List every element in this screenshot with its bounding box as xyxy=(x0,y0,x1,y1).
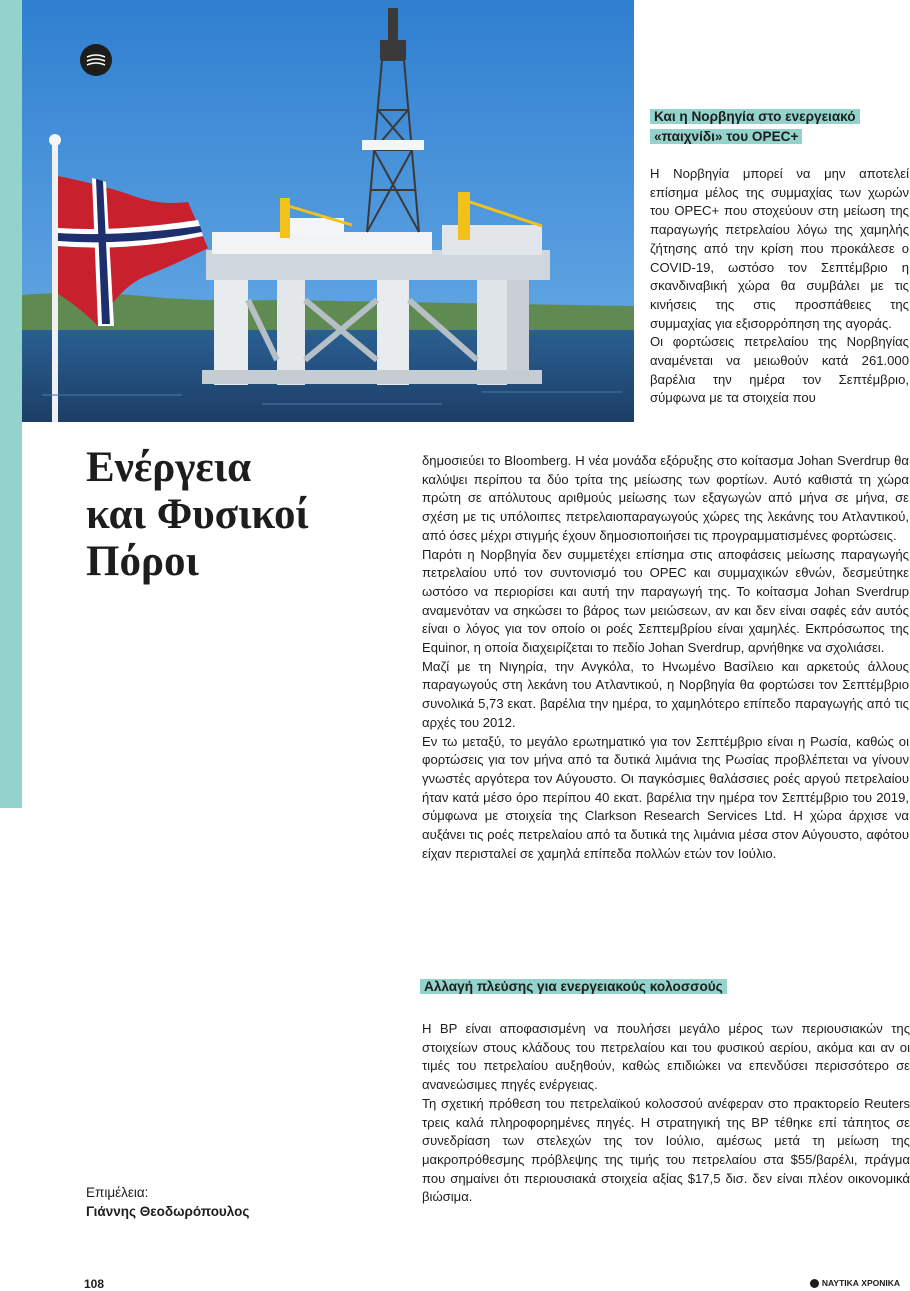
page-number: 108 xyxy=(84,1277,105,1291)
section-title-line: Ενέργεια xyxy=(86,444,252,491)
article1-upper-column xyxy=(650,165,910,408)
credits xyxy=(86,1183,249,1221)
paragraph: Η Νορβηγία μπορεί να μην αποτελεί επίσημα μέλος της συμμαχίας των χωρών του OPEC+ που στοχεύουν στη μείωση της παραγωγής πετρελαίου λόγω της χαμηλής ζήτησης από την κρίση που προκάλεσε ο COVID-19, ωστόσο τον Σεπτέμβριο η σκανδιναβική χώρα θα συμβάλει με τις κινήσεις της στις προσπάθειες της συμμαχίας για εξισορρόπηση της αγοράς. xyxy=(650,166,909,331)
paragraph: Οι φορτώσεις πετρελαίου της Νορβηγίας αναμένεται να μειωθούν κατά 261.000 βαρέλια την ημέρα τον Σεπτέμβριο, σύμφωνα με τα στοιχεία που xyxy=(650,334,909,406)
section-title-line: και Φυσικοί xyxy=(86,491,309,538)
article1-heading: Και η Νορβηγία στο ενεργειακό «παιχνίδι» του OPEC+ xyxy=(650,109,860,144)
article1-heading-box xyxy=(650,107,898,147)
paragraph: δημοσιεύει το Bloomberg. Η νέα μονάδα εξόρυξης στο κοίτασμα Johan Sverdrup θα καλύψει περίπου τα δύο τρίτα της μείωσης των φορτίων. Αυτό καθιστά τη χώρα πρώτη σε απόλυτους αριθμούς μείωσης των εξαγωγών από μήνα σε μήνα, σε σχέση με τις υπόλοιπες πετρελαιοπαραγωγούς χώρες της λεκάνης του Ατλαντικού, από όσες μέχρι στιγμής έχουν δημοσιοποιήσει τις προγραμματισμένες φορτώσεις. xyxy=(422,453,909,543)
section-title xyxy=(86,444,386,585)
magazine-name: ΝΑΥΤΙΚΑ ΧΡΟΝΙΚΑ xyxy=(821,1278,900,1288)
article2-column xyxy=(422,1020,910,1207)
article2-heading: Αλλαγή πλεύσης για ενεργειακούς κολοσσούς xyxy=(420,979,727,994)
magazine-footer xyxy=(810,1278,900,1288)
paragraph: Τη σχετική πρόθεση του πετρελαϊκού κολοσσού ανέφεραν στο πρακτορείο Reuters τρεις καλά πληροφορημένες πηγές. Η στρατηγική της BP τέθηκε επί τάπητος σε συνεδρίαση των στελεχών της τον Ιούλιο, αμέσως μετά τη μείωση της μακροπρόθεσμης πρόβλεψης της τιμής του πετρελαίου στα $55/βαρέλι, πράγμα που σημαίνει ότι περιουσιακά στοιχεία αξίας $17,5 δισ. δεν είναι πλέον οικονομικά βιώσιμα. xyxy=(422,1095,910,1205)
paragraph: Η BP είναι αποφασισμένη να πουλήσει μεγάλο μέρος των περιουσιακών της στοιχείων στους κλάδους του πετρελαίου και του φυσικού αερίου, ακόμα και αν οι τιμές του πετρελαίου αυξηθούν, καθώς επιδιώκει να επενδύσει περισσότερο σε ανανεώσιμες πηγές ενέργειας. xyxy=(422,1021,910,1093)
accent-bar xyxy=(0,0,22,808)
paragraph: Εν τω μεταξύ, το μεγάλο ερωτηματικό για τον Σεπτέμβριο είναι η Ρωσία, καθώς οι φορτώσεις για τον μήνα από τα δυτικά λιμάνια της Ρωσίας προβλέπεται να γίνουν γνωστές αργότερα τον Αύγουστο. Οι παγκόσμιες θαλάσσιες ροές αργού πετρελαίου ήταν κατά μέσο όρο περίπου 40 εκατ. βαρέλια την ημέρα τον Σεπτέμβριο του 2019, σύμφωνα με στοιχεία της Clarkson Research Services Ltd. Η χώρα άρχισε να αυξάνει τις ροές πετρελαίου από τα δυτικά της λιμάνια μέσα στον Αύγουστο, αφότου είχαν περισταλεί σε χαμηλά επίπεδα πολλών ετών τον Ιούλιο. xyxy=(422,733,909,861)
paragraph: Παρότι η Νορβηγία δεν συμμετέχει επίσημα στις αποφάσεις μείωσης παραγωγής πετρελαίου υπό τον συντονισμό του OPEC και συμμαχικών εθνών, δεσμεύτηκε ωστόσο να περιορίσει και αυτή την παραγωγή της. Το κοίτασμα Johan Sverdrup αναμενόταν να σηκώσει το βάρος των μειώσεων, αν και δεν είναι σαφές εάν αυτός είναι ο λόγος για τον οποίο οι ροές Σεπτεμβρίου είναι χαμηλές. Εκπρόσωπος της Equinor, η οποία διαχειρίζεται το πεδίο Johan Sverdrup, αρνήθηκε να σχολιάσει. xyxy=(422,546,909,656)
paragraph: Μαζί με τη Νιγηρία, την Ανγκόλα, το Ηνωμένο Βασίλειο και αρκετούς άλλους παραγωγούς στη λεκάνη του Ατλαντικού, η Νορβηγία θα φορτώσει τον Σεπτέμβριο συνολικά 5,73 εκατ. βαρέλια την ημέρα, το χαμηλότερο επίπεδο παραγωγής από τις αρχές του 2012. xyxy=(422,658,909,730)
oil-rig-photo xyxy=(22,0,634,422)
article2-heading-box xyxy=(420,977,727,997)
logo-icon xyxy=(80,44,112,76)
magazine-logo-icon xyxy=(810,1279,819,1288)
article1-wide-column xyxy=(422,452,910,863)
credits-name: Γιάννης Θεοδωρόπουλος xyxy=(86,1204,250,1219)
credits-label: Επιμέλεια: xyxy=(86,1185,149,1200)
section-title-line: Πόροι xyxy=(86,538,199,585)
